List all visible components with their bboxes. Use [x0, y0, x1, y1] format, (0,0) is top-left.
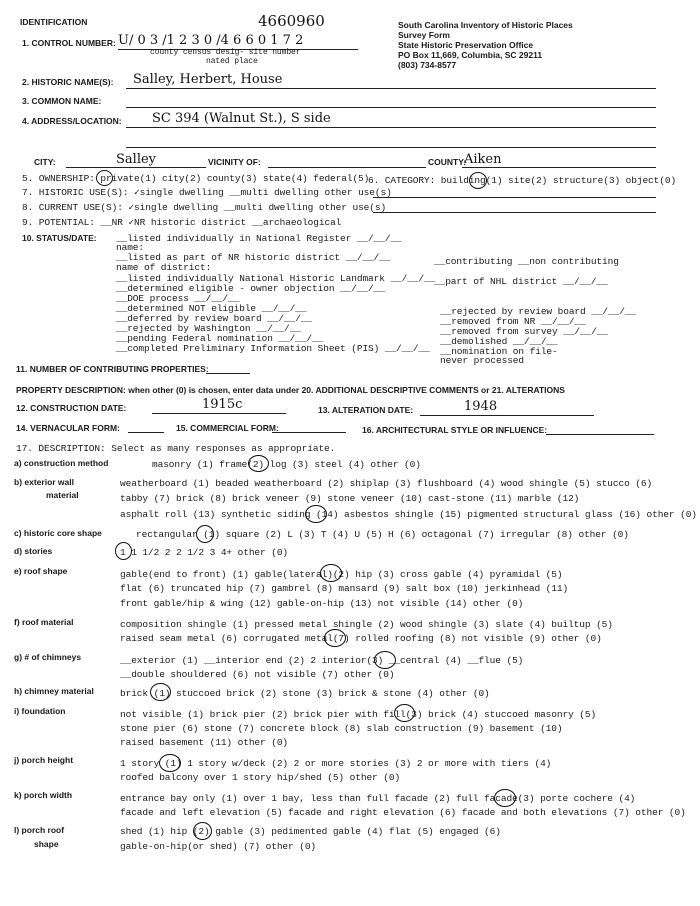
historic-name-line	[126, 88, 656, 89]
vicinity-line	[268, 167, 426, 168]
status-right-line[interactable]: __demolished __/__/__	[440, 336, 558, 347]
row-label: d) stories	[14, 546, 53, 556]
control-number-value[interactable]: U/ 0 3 /1 2 3 0 /4 6 6 0 1 7 2	[118, 33, 304, 48]
row-label-2: material	[46, 490, 79, 500]
prop-desc: PROPERTY DESCRIPTION: when other (0) is chosen, enter data under 20. ADDITIONAL DESCRIPTIVE COMMENTS or 21. ALTERATIONS	[16, 385, 565, 395]
control-sub2: nated place	[206, 57, 258, 66]
row-line[interactable]: rectangular (1) square (2) L (3) T (4) U (5) H (6) octagonal (7) irregular (8) other (0)	[136, 529, 629, 540]
address-label: 4. ADDRESS/LOCATION:	[22, 116, 122, 126]
control-sub: county census desig- site number	[150, 48, 301, 57]
row-line[interactable]: shed (1) hip (2) gable (3) pedimented gable (4) flat (5) engaged (6)	[120, 826, 501, 837]
row-line[interactable]: not visible (1) brick pier (2) brick pier with fill(3) brick (4) stuccoed masonry (5)	[120, 709, 597, 720]
status-line[interactable]: __listed individually National Historic Landmark __/__/__	[116, 273, 436, 284]
row-line[interactable]: __double shouldered (6) not visible (7) other (0)	[120, 669, 395, 680]
historic-name-label: 2. HISTORIC NAME(S):	[22, 77, 114, 87]
status-line[interactable]: __rejected by Washington __/__/__	[116, 323, 301, 334]
style-line	[546, 434, 654, 435]
agency-line: Survey Form	[398, 30, 450, 40]
construction-circle	[248, 455, 269, 472]
city-value[interactable]: Salley	[116, 152, 157, 167]
address-value[interactable]: SC 394 (Walnut St.), S side	[152, 111, 331, 126]
status-line[interactable]: __pending Federal nomination __/__/__	[116, 333, 324, 344]
row-line[interactable]: raised seam metal (6) corrugated metal(7) rolled roofing (8) not visible (9) other (0)	[120, 633, 602, 644]
row-line[interactable]: 1 story (1) 1 story w/deck (2) 2 or more stories (3) 2 or more with tiers (4)	[120, 758, 552, 769]
row-line[interactable]: raised basement (11) other (0)	[120, 737, 289, 748]
row-line[interactable]: 1 1 1/2 2 2 1/2 3 4+ other (0)	[120, 547, 289, 558]
porch-width-circle	[494, 789, 516, 807]
commercial-label: 15. COMMERCIAL FORM:	[176, 423, 279, 433]
status-right-line[interactable]: __rejected by review board __/__/__	[440, 306, 637, 317]
row-label: g) # of chimneys	[14, 652, 82, 662]
core-shape-circle	[196, 525, 214, 543]
porch-roof-circle	[193, 822, 212, 840]
address-line	[126, 127, 656, 128]
status-line[interactable]: __determined NOT eligible __/__/__	[116, 303, 307, 314]
row-label: i) foundation	[14, 706, 66, 716]
construction-label: 12. CONSTRUCTION DATE:	[16, 403, 127, 413]
row-line[interactable]: entrance bay only (1) over 1 bay, less than full facade (2) full facade(3) porte cochere (4)	[120, 793, 636, 804]
vicinity-label: VICINITY OF:	[208, 157, 261, 167]
vernacular-line	[128, 432, 164, 433]
status-line[interactable]: __completed Preliminary Information Sheet (PIS) __/__/__	[116, 343, 430, 354]
row-line[interactable]: weatherboard (1) beaded weatherboard (2) shiplap (3) flushboard (4) wood shingle (5) stucco (6)	[120, 478, 653, 489]
category-circle	[469, 172, 487, 189]
construction-line	[152, 413, 286, 414]
chimneys-circle	[374, 651, 396, 669]
category-row: 6. CATEGORY: building(1) site(2) structure(3) object(0)	[368, 175, 677, 186]
status-label: 10. STATUS/DATE:	[22, 233, 97, 243]
row-label: f) roof material	[14, 617, 74, 627]
row-label: c) historic core shape	[14, 528, 102, 538]
row-label: h) chimney material	[14, 686, 94, 696]
row-line[interactable]: brick (1) stuccoed brick (2) stone (3) brick & stone (4) other (0)	[120, 688, 490, 699]
commercial-line	[272, 432, 346, 433]
status-right-line[interactable]: __removed from survey __/__/__	[440, 326, 609, 337]
status-right-line[interactable]: __removed from NR __/__/__	[440, 316, 586, 327]
common-name-line	[126, 107, 656, 108]
row-label: k) porch width	[14, 790, 73, 800]
roof-shape-circle	[320, 564, 342, 582]
agency-line: State Historic Preservation Office	[398, 40, 534, 50]
alteration-label: 13. ALTERATION DATE:	[318, 405, 414, 415]
row-label: j) porch height	[14, 755, 74, 765]
status-right-line[interactable]: __nomination on file-	[440, 346, 558, 357]
row-line[interactable]: flat (6) truncated hip (7) gambrel (8) mansard (9) salt box (10) jerkinhead (11)	[120, 583, 569, 594]
current-use-row: 8. CURRENT USE(S): ✓single dwelling __multi dwelling other use(s)	[22, 202, 387, 213]
status-line[interactable]: __deferred by review board __/__/__	[116, 313, 313, 324]
common-name-label: 3. COMMON NAME:	[22, 96, 102, 106]
current-use-line	[373, 212, 656, 213]
foundation-circle	[394, 704, 415, 722]
row-line[interactable]: roofed balcony over 1 story hip/shed (5) other (0)	[120, 772, 401, 783]
row-line[interactable]: gable(end to front) (1) gable(lateral)(2) hip (3) cross gable (4) pyramidal (5)	[120, 569, 563, 580]
row-line[interactable]: front gable/hip & wing (12) gable-on-hip (13) not visible (14) other (0)	[120, 598, 524, 609]
row-line[interactable]: composition shingle (1) pressed metal shingle (2) wood shingle (3) slate (4) builtup (5)	[120, 619, 613, 630]
row-line[interactable]: masonry (1) frame(2) log (3) steel (4) other (0)	[152, 459, 421, 470]
agency-block	[398, 20, 573, 70]
county-label: COUNTY:	[428, 157, 467, 167]
row-line[interactable]: __exterior (1) __interior end (2) 2 interior(3) __central (4) __flue (5)	[120, 655, 524, 666]
porch-height-circle	[159, 754, 181, 772]
stories-circle	[115, 542, 132, 560]
row-line[interactable]: gable-on-hip(or shed) (7) other (0)	[120, 841, 317, 852]
status-line[interactable]: __listed as part of NR historic district __/__/__	[116, 252, 391, 263]
historic-use-line	[373, 197, 656, 198]
section-title: IDENTIFICATION	[20, 17, 88, 27]
county-line	[462, 167, 656, 168]
status-right-line[interactable]: __part of NHL district __/__/__	[434, 276, 608, 287]
county-value[interactable]: Aiken	[464, 152, 502, 167]
status-line: name:	[116, 242, 145, 253]
description-intro: 17. DESCRIPTION: Select as many responses as appropriate.	[16, 443, 336, 454]
construction-value[interactable]: 1915c	[202, 397, 243, 412]
row-label: l) porch roof	[14, 825, 65, 835]
row-label: b) exterior wall	[14, 477, 74, 487]
row-label: a) construction method	[14, 458, 109, 468]
row-label: e) roof shape	[14, 566, 68, 576]
style-label: 16. ARCHITECTURAL STYLE OR INFLUENCE:	[362, 425, 548, 435]
ownership-circle	[96, 170, 113, 186]
status-line[interactable]: __determined eligible - owner objection __/__/__	[116, 283, 385, 294]
historic-name-value[interactable]: Salley, Herbert, House	[133, 72, 283, 87]
handwritten-number: 4660960	[258, 12, 325, 30]
alteration-line	[420, 415, 594, 416]
status-line: name of district:	[116, 262, 212, 273]
agency-line: (803) 734-8577	[398, 60, 457, 70]
row-line[interactable]: stone pier (6) stone (7) concrete block (8) slab construction (9) basement (10)	[120, 723, 563, 734]
city-label: CITY:	[34, 157, 56, 167]
row-label-2: shape	[34, 839, 59, 849]
address-line-2	[126, 147, 656, 148]
row-line[interactable]: asphalt roll (13) synthetic siding (14) asbestos shingle (15) pigmented structural glass (16) other (0)	[120, 509, 697, 520]
ownership-row: 5. OWNERSHIP: private(1) city(2) county(3) state(4) federal(5)	[22, 173, 370, 184]
status-right-line: never processed	[440, 355, 525, 366]
alteration-value[interactable]: 1948	[464, 399, 498, 414]
agency-line: PO Box 11,669, Columbia, SC 29211	[398, 50, 543, 60]
status-right-line[interactable]: __contributing __non contributing	[434, 256, 619, 267]
control-label: 1. CONTROL NUMBER:	[22, 38, 116, 48]
potential-row: 9. POTENTIAL: __NR ✓NR historic district __archaeological	[22, 217, 342, 228]
historic-use-row: 7. HISTORIC USE(S): ✓single dwelling __multi dwelling other use(s)	[22, 187, 392, 198]
status-line[interactable]: __DOE process __/__/__	[116, 293, 240, 304]
city-line	[66, 167, 206, 168]
status-line[interactable]: __listed individually in National Register __/__/__	[116, 233, 402, 244]
contributing-label: 11. NUMBER OF CONTRIBUTING PROPERTIES:	[16, 364, 209, 374]
agency-line: South Carolina Inventory of Historic Places	[398, 20, 573, 30]
chimney-material-circle	[150, 683, 171, 701]
vernacular-label: 14. VERNACULAR FORM:	[16, 423, 120, 433]
exterior-wall-circle	[305, 505, 327, 523]
row-line[interactable]: tabby (7) brick (8) brick veneer (9) stone veneer (10) cast-stone (11) marble (12)	[120, 493, 580, 504]
contributing-line	[206, 373, 250, 374]
roof-material-circle	[324, 629, 346, 647]
row-line[interactable]: facade and left elevation (5) facade and right elevation (6) facade and both elevations (7) other (0)	[120, 807, 686, 818]
